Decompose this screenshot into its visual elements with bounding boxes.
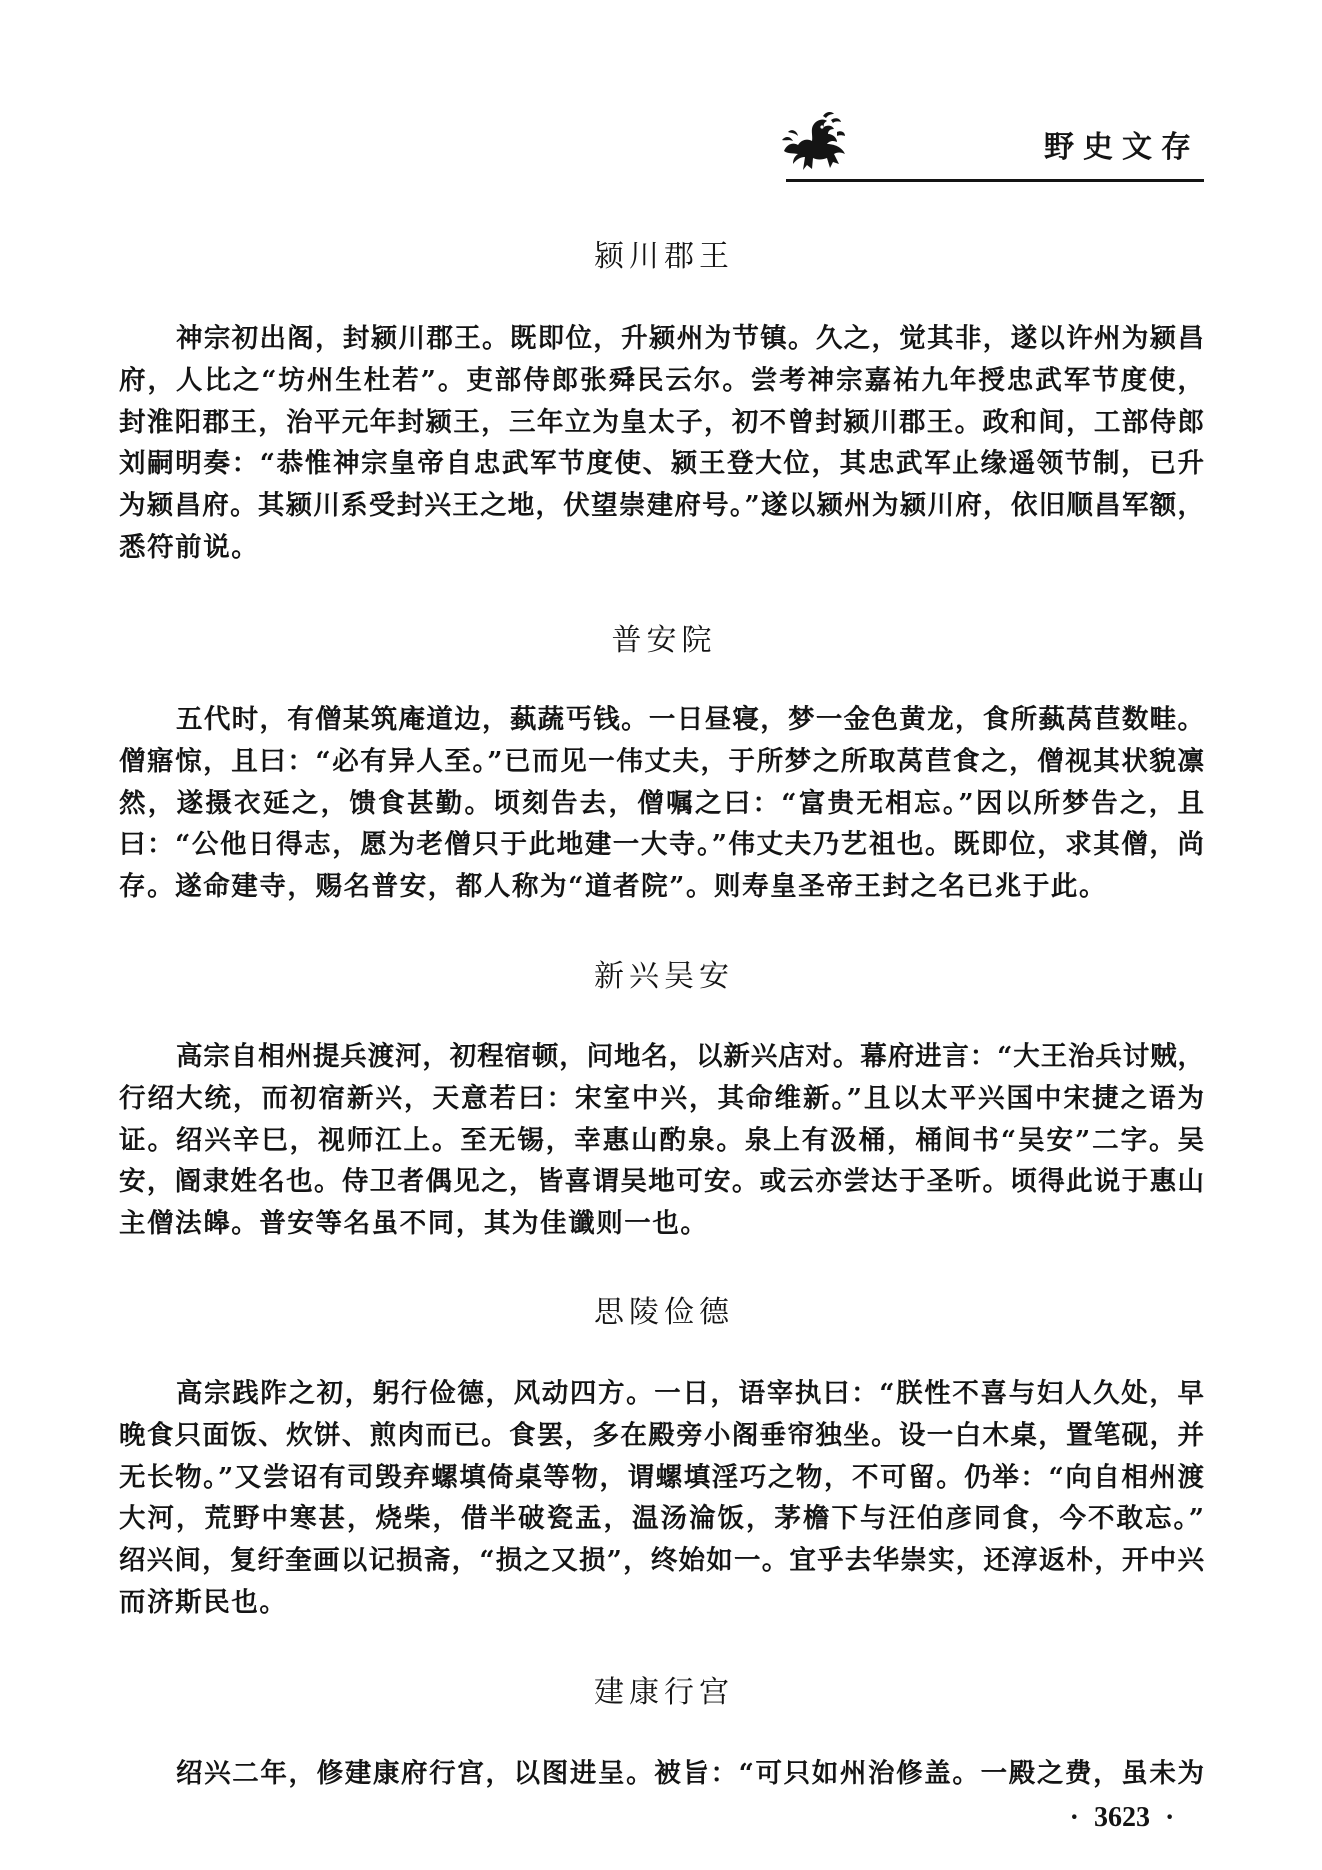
section-body xyxy=(119,1373,1204,1624)
section-body xyxy=(119,318,1204,569)
text-line: 五代时，有僧某筑庵道边，蓺蔬丐钱。一日昼寝，梦一金色黄龙，食所蓺莴苣数畦。 xyxy=(176,704,1206,735)
section-body xyxy=(119,1753,1204,1795)
text-line: 大河，荒野中寒甚，烧柴，借半破瓷盂，温汤淪饭，茅檐下与汪伯彦同食，今不敢忘。” xyxy=(119,1503,1206,1535)
text-line: 无长物。”又尝诏有司毁弃螺填倚桌等物，谓螺填淫巧之物，不可留。仍举：“向自相州渡 xyxy=(119,1461,1206,1493)
text-line: 证。绍兴辛巳，视师江上。至无锡，幸惠山酌泉。泉上有汲桶，桶间书“吴安”二字。吴 xyxy=(119,1124,1206,1156)
section-title: 普安院 xyxy=(611,623,717,658)
text-line: 高宗践阼之初，躬行俭德，风动四方。一日，语宰执曰：“朕性不喜与妇人久处，早 xyxy=(176,1378,1206,1409)
series-title: 野史文存 xyxy=(1044,130,1200,165)
text-line: 为颍昌府。其颍川系受封兴王之地，伏望崇建府号。”遂以颍州为颍川府，依旧顺昌军额， xyxy=(119,490,1206,522)
text-line: 然，遂摄衣延之，馈食甚勤。顷刻告去，僧嘱之曰：“富贵无相忘。”因以所梦告之，且 xyxy=(119,787,1207,819)
text-line: 神宗初出阁，封颍川郡王。既即位，升颍州为节镇。久之，觉其非，遂以许州为颍昌 xyxy=(176,323,1206,354)
text-line: 晚食只面饭、炊饼、煎肉而已。食罢，多在殿旁小阁垂帘独坐。设一白木桌，置笔砚，并 xyxy=(119,1419,1206,1451)
section-body xyxy=(119,699,1207,908)
text-line: 安，阍隶姓名也。侍卫者偶见之，皆喜谓吴地可安。或云亦尝达于圣听。顷得此说于惠山 xyxy=(119,1166,1206,1198)
section-title: 新兴吴安 xyxy=(594,959,734,994)
text-line: 绍兴间，复纡奎画以记损斋，“损之又损”，终始如一。宜乎去华崇实，还淳返朴，开中兴 xyxy=(119,1545,1206,1577)
header-rule xyxy=(786,179,1204,182)
text-line: 府，人比之“坊州生杜若”。吏部侍郎张舜民云尔。尝考神宗嘉祐九年授忠武军节度使， xyxy=(119,364,1206,396)
section-title: 建康行宫 xyxy=(594,1675,734,1710)
text-line: 悉符前说。 xyxy=(119,531,260,563)
text-line: 行绍大统，而初宿新兴，天意若曰：宋室中兴，其命维新。”且以太平兴国中宋捷之语为 xyxy=(119,1082,1206,1114)
text-line: 主僧法皞。普安等名虽不同，其为佳谶则一也。 xyxy=(119,1208,709,1240)
text-line: 存。遂命建寺，赐名普安，都人称为“道者院”。则寿皇圣帝王封之名已兆于此。 xyxy=(119,871,1108,903)
text-line: 刘嗣明奏：“恭惟神宗皇帝自忠武军节度使、颍王登大位，其忠武军止缘遥领节制，已升 xyxy=(119,448,1206,480)
section-title: 思陵俭德 xyxy=(594,1295,734,1330)
section-body xyxy=(119,1036,1204,1245)
dragon-emblem-icon xyxy=(779,108,849,178)
text-line: 封淮阳郡王，治平元年封颍王，三年立为皇太子，初不曾封颍川郡王。政和间，工部侍郎 xyxy=(119,406,1206,438)
text-line: 绍兴二年，修建康府行宫，以图进呈。被旨：“可只如州治修盖。一殿之费，虽未为 xyxy=(176,1758,1206,1789)
text-line: 而济斯民也。 xyxy=(119,1586,288,1618)
text-line: 僧寤惊，且曰：“必有异人至。”已而见一伟丈夫，于所梦之所取莴苣食之，僧视其状貌凛 xyxy=(119,745,1206,777)
page-number: · 3623 · xyxy=(1069,1802,1175,1833)
section-title: 颍川郡王 xyxy=(594,239,734,274)
text-line: 高宗自相州提兵渡河，初程宿顿，问地名，以新兴店对。幕府进言：“大王治兵讨贼， xyxy=(176,1041,1205,1072)
text-line: 曰：“公他日得志，愿为老僧只于此地建一大寺。”伟丈夫乃艺祖也。既即位，求其僧，尚 xyxy=(119,829,1206,861)
